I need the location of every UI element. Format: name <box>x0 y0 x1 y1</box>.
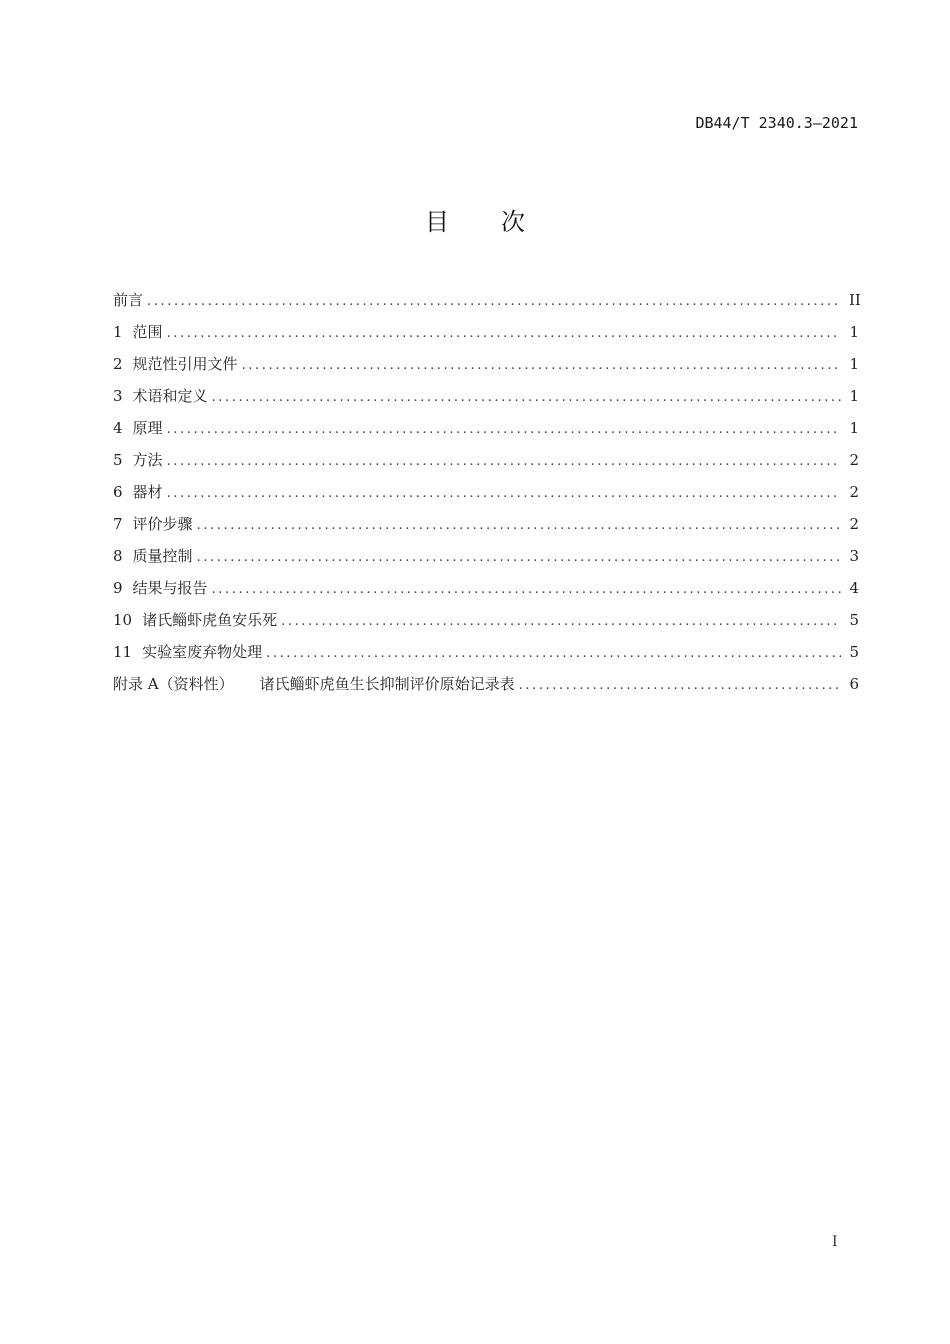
toc-entry-number: 4 <box>113 419 123 437</box>
toc-entry-label: 结果与报告 <box>132 579 208 597</box>
toc-entry-6[interactable] <box>113 476 859 508</box>
toc-dot-leader <box>197 542 841 574</box>
toc-entry-page: 1 <box>849 387 859 405</box>
toc-entry-label: 实验室废弃物处理 <box>142 643 263 661</box>
toc-dot-leader <box>212 574 841 606</box>
toc-entry-page: 3 <box>849 547 859 565</box>
toc-entry-1[interactable] <box>113 316 859 348</box>
toc-entry-label: 方法 <box>132 451 163 469</box>
toc-entry-4[interactable] <box>113 412 859 444</box>
toc-entry-10[interactable] <box>113 604 859 636</box>
toc-entry-page: 6 <box>849 675 859 693</box>
toc-entry-label: 诸氏鲻虾虎鱼安乐死 <box>142 611 278 629</box>
toc-title <box>0 202 950 237</box>
toc-dot-leader <box>281 606 841 638</box>
toc-dot-leader <box>519 670 841 702</box>
toc-entry-page: 1 <box>849 323 859 341</box>
toc-entry-number: 9 <box>113 579 123 597</box>
toc-entry-label: 评价步骤 <box>132 515 193 533</box>
table-of-contents <box>113 284 859 700</box>
toc-entry-2[interactable] <box>113 348 859 380</box>
toc-dot-leader <box>167 478 841 510</box>
toc-dot-leader <box>147 286 841 318</box>
toc-entry-5[interactable] <box>113 444 859 476</box>
toc-entry-number: 5 <box>113 451 123 469</box>
toc-dot-leader <box>167 446 841 478</box>
toc-entry-number: 2 <box>113 355 123 373</box>
toc-dot-leader <box>197 510 841 542</box>
toc-entry-number: 1 <box>113 323 123 341</box>
toc-entry-page: 5 <box>849 611 859 629</box>
toc-entry-number: 附录 A（资料性） <box>113 675 234 693</box>
toc-entry-label: 前言 <box>113 291 144 309</box>
document-code: DB44/T 2340.3—2021 <box>695 114 858 132</box>
toc-entry-7[interactable] <box>113 508 859 540</box>
toc-entry-11[interactable] <box>113 636 859 668</box>
toc-entry-page: II <box>849 291 861 309</box>
toc-entry-page: 5 <box>849 643 859 661</box>
toc-entry-page: 2 <box>849 515 859 533</box>
toc-entry-label: 器材 <box>132 483 163 501</box>
toc-entry-label: 诸氏鲻虾虎鱼生长抑制评价原始记录表 <box>259 675 515 693</box>
toc-entry-number: 8 <box>113 547 123 565</box>
toc-entry-number: 3 <box>113 387 123 405</box>
toc-entry-9[interactable] <box>113 572 859 604</box>
toc-dot-leader <box>266 638 841 670</box>
toc-dot-leader <box>167 318 841 350</box>
toc-entry-label: 原理 <box>132 419 163 437</box>
toc-entry-page: 1 <box>849 355 859 373</box>
toc-entry-8[interactable] <box>113 540 859 572</box>
toc-entry-number: 11 <box>113 643 133 661</box>
toc-entry-label: 范围 <box>132 323 163 341</box>
toc-entry-annex-a[interactable] <box>113 668 859 700</box>
toc-entry-number: 6 <box>113 483 123 501</box>
toc-entry-label: 规范性引用文件 <box>132 355 238 373</box>
toc-entry-page: 1 <box>849 419 859 437</box>
toc-entry-number: 7 <box>113 515 123 533</box>
page-number: I <box>832 1234 838 1250</box>
toc-title-char-2: 次 <box>501 208 525 236</box>
toc-entry-number: 10 <box>113 611 133 629</box>
toc-entry-label: 术语和定义 <box>132 387 208 405</box>
toc-entry-page: 2 <box>849 483 859 501</box>
toc-entry-page: 2 <box>849 451 859 469</box>
toc-dot-leader <box>242 350 841 382</box>
toc-entry-label: 质量控制 <box>132 547 193 565</box>
toc-entry-foreword[interactable] <box>113 284 859 316</box>
toc-dot-leader <box>212 382 841 414</box>
toc-entry-page: 4 <box>849 579 859 597</box>
toc-dot-leader <box>167 414 841 446</box>
toc-title-char-1: 目 <box>425 208 449 236</box>
toc-entry-3[interactable] <box>113 380 859 412</box>
